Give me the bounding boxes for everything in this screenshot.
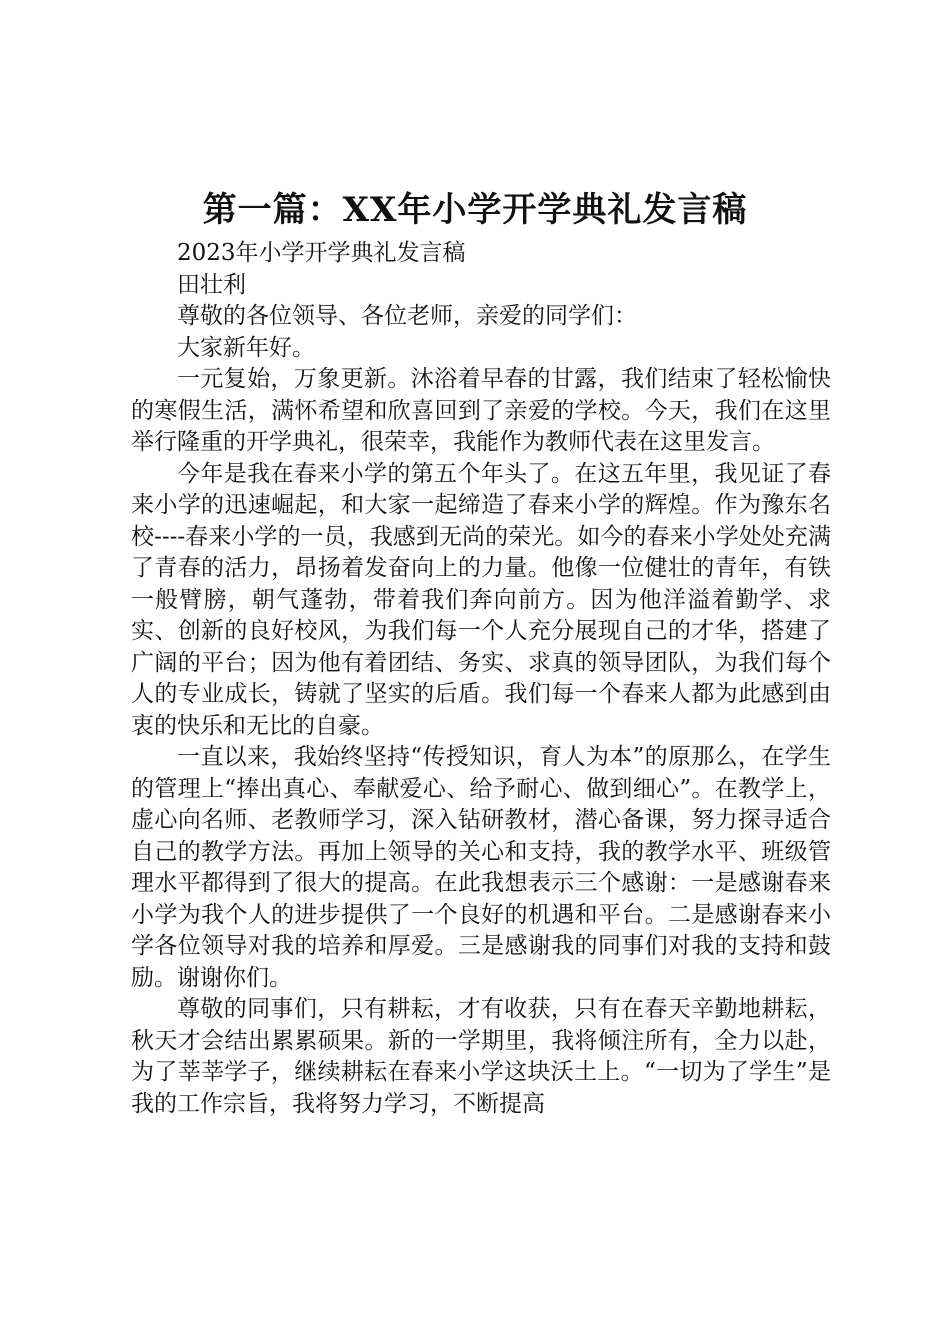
author-name: 田壮利 (177, 271, 246, 298)
paragraph: 尊敬的同事们，只有耕耘，才有收获，只有在春天辛勤地耕耘，秋天才会结出累累硕果。新的一学期里，我将倾注所有，全力以赴，为了莘莘学子，继续耕耘在春来小学这块沃土上。“一切为了学生”是我的工作宗旨，我将努力学习，不断提高 (131, 996, 831, 1117)
salutation: 尊敬的各位领导、各位老师，亲爱的同学们： (177, 303, 637, 329)
paragraph: 今年是我在春来小学的第五个年头了。在这五年里，我见证了春来小学的迅速崛起，和大家一起缔造了春来小学的辉煌。作为豫东名校----春来小学的一员，我感到无尚的荣光。如今的春来小学处处充满了青春的活力，昂扬着发奋向上的力量。他像一位健壮的青年，有铁一般臂膀，朝气蓬勃，带着我们奔向前方。因为他洋溢着勤学、求实、创新的良好校风，为我们每一个人充分展现自己的才华，搭建了广阔的平台；因为他有着团结、务实、求真的领导团队，为我们每个人的专业成长，铸就了坚实的后盾。我们每一个春来人都为此感到由衷的快乐和无比的自豪。 (131, 460, 831, 739)
document-body (131, 238, 831, 1120)
greeting: 大家新年好。 (177, 334, 315, 361)
subtitle: 2023年小学开学典礼发言稿 (177, 240, 466, 266)
paragraph: 一直以来，我始终坚持“传授知识，育人为本”的原那么，在学生的管理上“捧出真心、奉献爱心、给予耐心、做到细心”。在教学上，虚心向名师、老教师学习，深入钻研教材，潜心备课，努力探寻适合自己的教学方法。再加上领导的关心和支持，我的教学水平、班级管理水平都得到了很大的提高。在此我想表示三个感谢：一是感谢春来小学为我个人的进步提供了一个良好的机遇和平台。二是感谢春来小学各位领导对我的培养和厚爱。三是感谢我的同事们对我的支持和鼓励。谢谢你们。 (131, 744, 831, 991)
document-title: 第一篇：XX年小学开学典礼发言稿 (202, 190, 748, 230)
paragraph: 一元复始，万象更新。沐浴着早春的甘露，我们结束了轻松愉快的寒假生活，满怀希望和欣喜回到了亲爱的学校。今天，我们在这里举行隆重的开学典礼，很荣幸，我能作为教师代表在这里发言。 (131, 366, 831, 455)
